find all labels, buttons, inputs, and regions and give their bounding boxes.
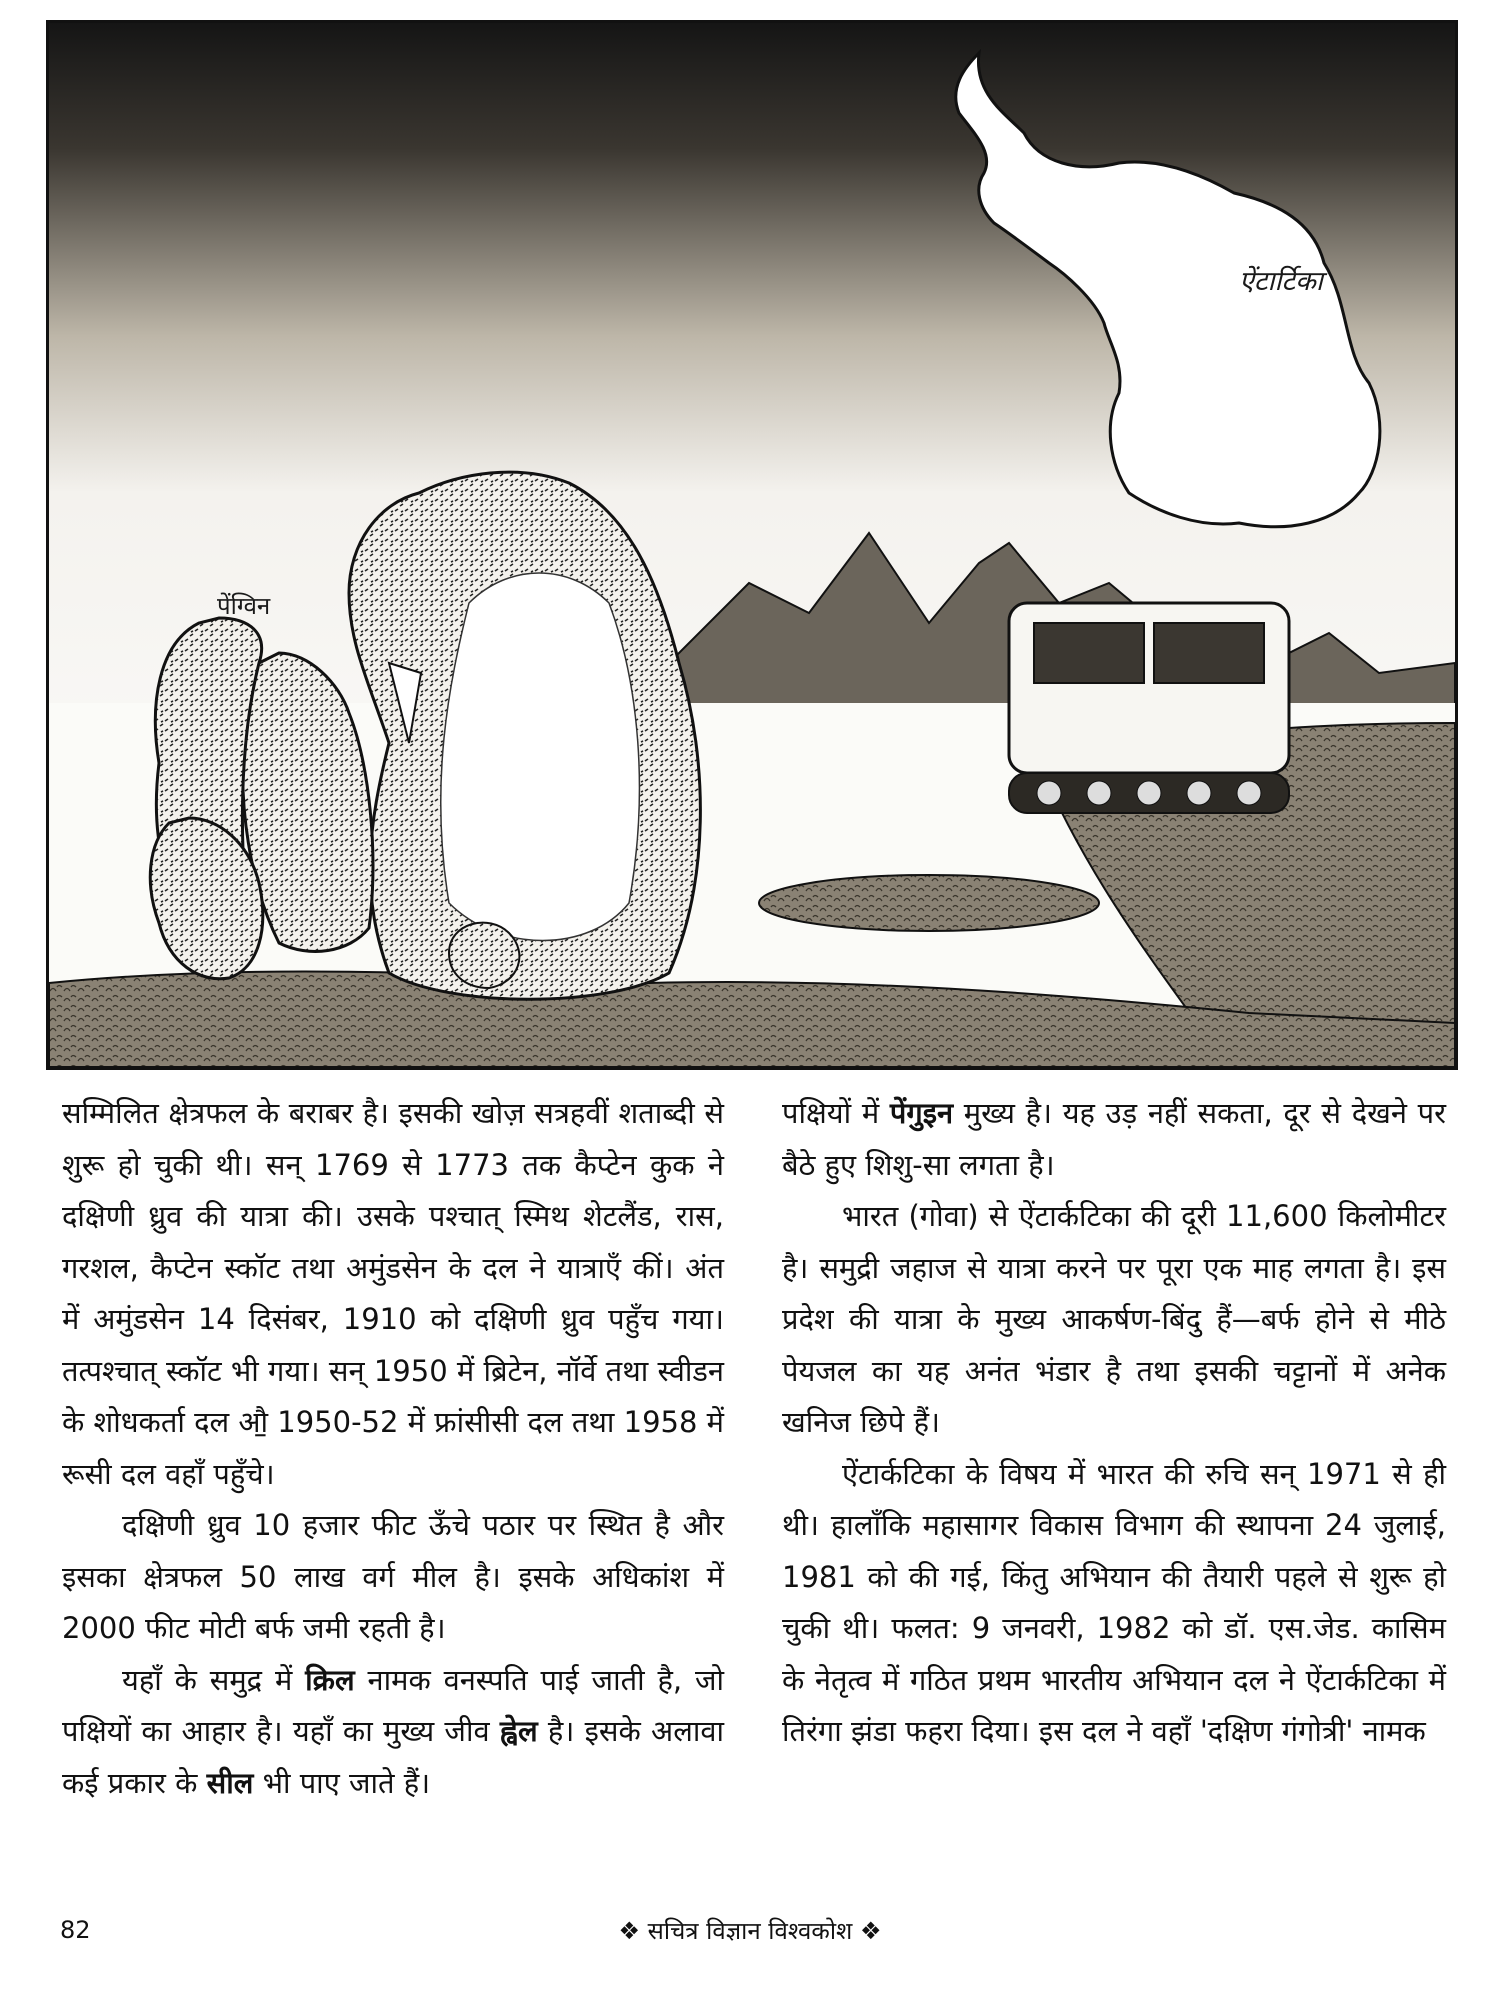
bold-term: पेंगुइन [889, 1096, 954, 1130]
text-run: दक्षिणी ध्रुव 10 हजार फीट ऊँचे पठार पर स्थित है और इसका क्षेत्रफल 50 लाख वर्ग मील है। इसके अधिकांश में 2000 फीट मोटी बर्फ जमी रहती है। [62, 1508, 724, 1645]
text-run: भारत (गोवा) से ऐंटार्कटिका की दूरी 11,600 किलोमीटर है। समुद्री जहाज से यात्रा करने पर पूरा एक माह लगता है। इस प्रदेश की यात्रा के मुख्य आकर्षण-बिंदु हैं—बर्फ होने से मीठे पेयजल का यह अनंत भंडार है तथा इसकी चट्टानों में अनेक खनिज छिपे हैं। [782, 1199, 1446, 1439]
penguin-chick-icon [449, 923, 519, 988]
page-number: 82 [60, 1916, 91, 1944]
right-text-column [782, 1088, 1446, 1758]
ice-floe [759, 875, 1099, 931]
book-title: ❖ सचित्र विज्ञान विश्वकोश ❖ [618, 1917, 882, 1945]
text-run: ऐंटार्कटिका के विषय में भारत की रुचि सन् 1971 से ही थी। हालाँकि महासागर विकास विभाग की स्थापना 24 जुलाई, 1981 को की गई, किंतु अभियान की तैयारी पहले से शुरू हो चुकी थी। फलत: 9 जनवरी, 1982 को डॉ. एस.जेड. कासिम के नेतृत्व में गठित प्रथम भारतीय अभियान दल ने ऐंटार्कटिका में तिरंगा झंडा फहरा दिया। इस दल ने वहाँ 'दक्षिण गंगोत्री' नामक [782, 1456, 1446, 1748]
snow-vehicle-icon [1009, 603, 1289, 813]
text-run: यहाँ के समुद्र में [122, 1662, 306, 1697]
text-run: मुख्य है। यह उड़ नहीं सकता, दूर से देखने पर बैठे हुए शिशु-सा लगता है। [782, 1096, 1446, 1182]
paragraph [782, 1449, 1446, 1758]
text-run: नामक वनस्पति पाई जाती है, जो पक्षियों का आहार है। यहाँ का मुख्य जीव [62, 1662, 725, 1748]
left-text-column [62, 1088, 724, 1809]
paragraph [62, 1500, 724, 1655]
text-run: है। इसके अलावा कई प्रकार के [62, 1714, 724, 1800]
text-run: सम्मिलित क्षेत्रफल के बराबर है। इसकी खोज़ सत्रहवीं शताब्दी से शुरू हो चुकी थी। सन् 1769 से 1773 तक कैप्टेन कुक ने दक्षिणी ध्रुव की यात्रा की। उसके पश्चात् स्मिथ शेटलैंड, रास, गरशल, कैप्टेन स्कॉट तथा अमुंडसेन के दल ने यात्राएँ कीं। अंत में अमुंडसेन 14 दिसंबर, 1910 को दक्षिणी ध्रुव पहुँच गया। तत्पश्चात् स्कॉट भी गया। सन् 1950 में ब्रिटेन, नॉर्वे तथा स्वीडन के शोधकर्ता दल औ॒ 1950-52 में फ्रांसीसी दल तथा 1958 में रूसी दल वहाँ पहुँचे। [62, 1096, 724, 1491]
text-run: भी पाए जाते हैं। [253, 1765, 431, 1800]
bold-term: सील [206, 1765, 254, 1800]
paragraph [62, 1655, 724, 1810]
penguin-label: पेंग्विन [217, 592, 271, 620]
antarctica-map-label: ऐंटार्टिका [1239, 266, 1323, 297]
paragraph [782, 1088, 1446, 1191]
paragraph [62, 1088, 724, 1500]
paragraph [782, 1191, 1446, 1449]
text-run: पक्षियों में [782, 1096, 890, 1130]
large-penguin-belly [441, 573, 640, 941]
bold-term: ह्वेल [499, 1714, 538, 1748]
antarctica-illustration [46, 20, 1458, 1070]
bold-term: क्रिल [305, 1662, 355, 1697]
illustration-drawing [49, 23, 1455, 1067]
